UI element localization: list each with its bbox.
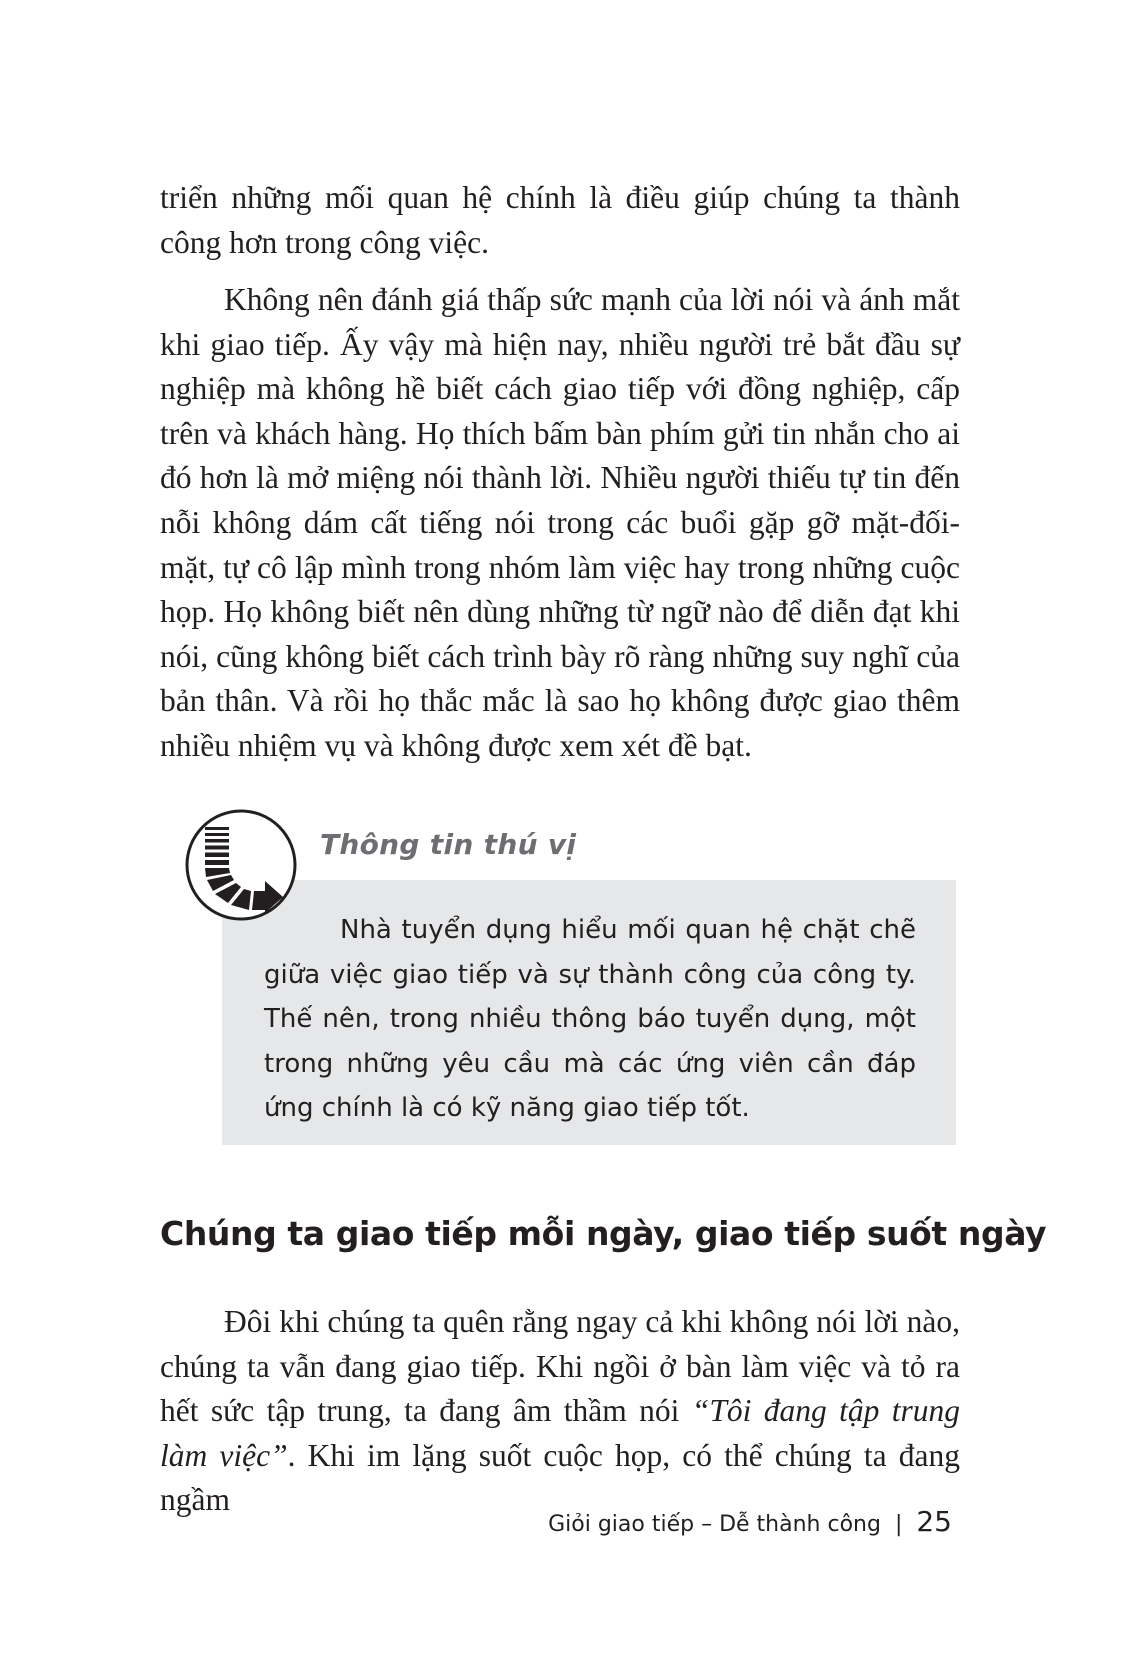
paragraph-section-text: [160, 1300, 960, 1523]
section-heading: Chúng ta giao tiếp mỗi ngày, giao tiếp suốt ngày: [160, 1214, 1047, 1253]
footer-separator: |: [894, 1512, 903, 1537]
page-footer: [548, 1505, 952, 1542]
paragraph-main: [160, 278, 960, 769]
curved-arrow-icon: [183, 807, 299, 923]
callout-title: Thông tin thú vị: [320, 828, 577, 861]
paragraph-intro-text: triển những mối quan hệ chính là điều giúp chúng ta thành công hơn trong công việc.: [160, 180, 960, 260]
paragraph-section-lead: Đôi khi chúng ta quên rằng ngay cả khi không nói lời nào, chúng ta vẫn đang giao tiếp. Khi ngồi ở bàn làm việc và tỏ ra hết sức tập trung, ta đang âm thầm nói: [160, 1304, 960, 1429]
paragraph-main-text: Không nên đánh giá thấp sức mạnh của lời nói và ánh mắt khi giao tiếp. Ấy vậy mà hiện nay, nhiều người trẻ bắt đầu sự nghiệp mà không hề biết cách giao tiếp với đồng nghiệp, cấp trên và khách hàng. Họ thích bấm bàn phím gửi tin nhắn cho ai đó hơn là mở miệng nói thành lời. Nhiều người thiếu tự tin đến nỗi không dám cất tiếng nói trong các buổi gặp gỡ mặt-đối-mặt, tự cô lập mình trong nhóm làm việc hay trong những cuộc họp. Họ không biết nên dùng những từ ngữ nào để diễn đạt khi nói, cũng không biết cách trình bày rõ ràng những suy nghĩ của bản thân. Và rồi họ thắc mắc là sao họ không được giao thêm nhiều nhiệm vụ và không được xem xét đề bạt.: [160, 282, 960, 763]
paragraph-section-quote: “Tôi đang tập trung làm việc”: [160, 1393, 961, 1473]
paragraph-intro: [160, 176, 960, 265]
callout-text: Nhà tuyển dụng hiểu mối quan hệ chặt chẽ giữa việc giao tiếp và sự thành công của công ty. Thế nên, trong nhiều thông báo tuyển dụng, một trong những yêu cầu mà các ứng viên cần đáp ứng chính là có kỹ năng giao tiếp tốt.: [264, 915, 916, 1123]
page-number: 25: [916, 1505, 952, 1538]
footer-book-title: Giỏi giao tiếp – Dễ thành công: [548, 1512, 881, 1537]
paragraph-section: [160, 1300, 960, 1523]
paragraph-section-tail: . Khi im lặng suốt cuộc họp, có thể chúng ta đang ngầm: [160, 1437, 960, 1518]
